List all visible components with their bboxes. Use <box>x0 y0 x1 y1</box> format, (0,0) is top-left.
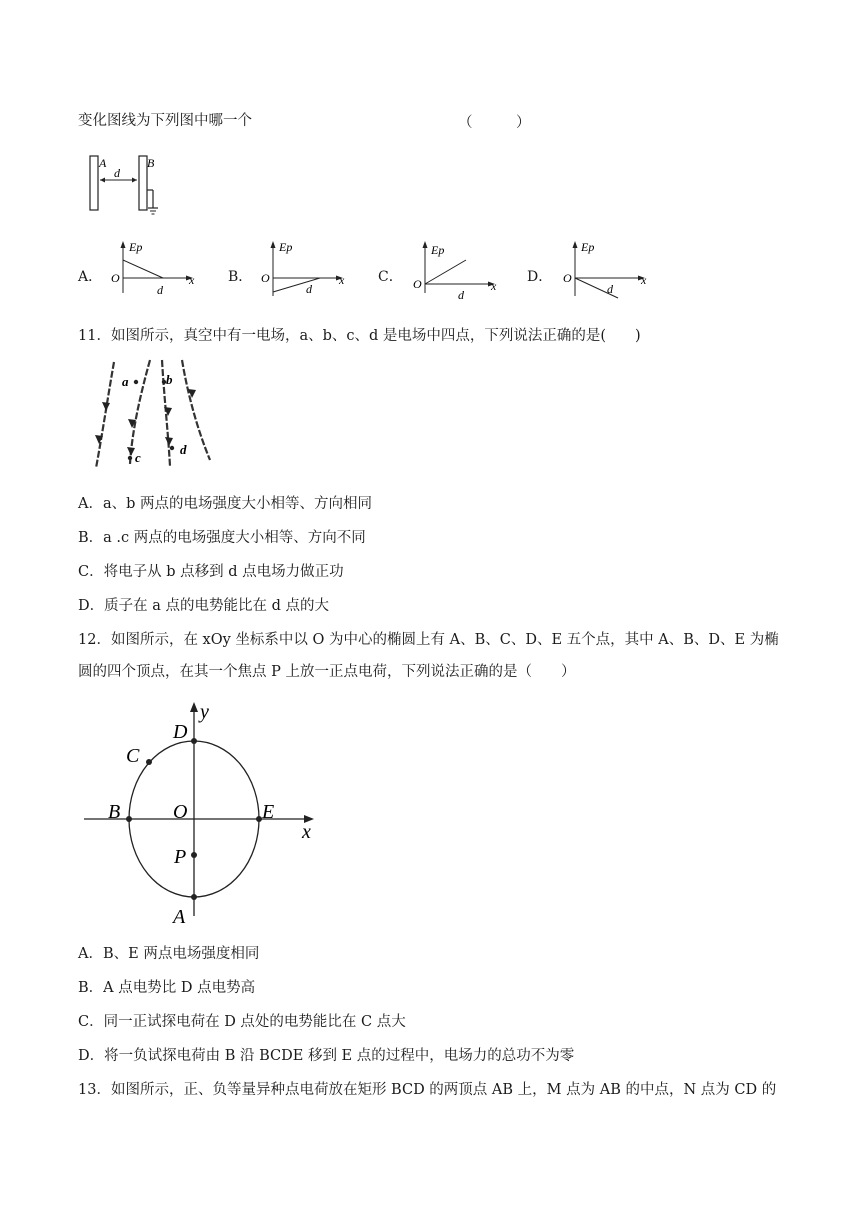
q10-option-c-graph <box>410 238 502 302</box>
svg-text:P: P <box>174 846 187 868</box>
q10-option-d-label: D． <box>527 269 553 285</box>
q10-plates-figure <box>84 150 174 220</box>
svg-text:c: c <box>135 450 141 465</box>
q12-option-d: D．将一负试探电荷由 B 沿 BCDE 移到 E 点的过程中，电场力的总功不为零 <box>78 1048 575 1064</box>
q12-option-a: A．B、E 两点电场强度相同 <box>78 946 260 962</box>
q11-option-c: C．将电子从 b 点移到 d 点电场力做正功 <box>78 564 344 580</box>
svg-text:O: O <box>413 277 422 291</box>
q10-option-b-label: B． <box>228 269 253 285</box>
svg-text:O: O <box>261 271 270 285</box>
svg-text:O: O <box>563 271 572 285</box>
svg-text:a: a <box>122 374 129 389</box>
q13-stem: 13．如图所示，正、负等量异种点电荷放在矩形 BCD 的两顶点 AB 上，M 点为 AB 的中点，N 点为 CD 的 <box>78 1082 777 1098</box>
svg-text:d: d <box>180 442 187 457</box>
distance-d-label: d <box>114 166 120 180</box>
plate-b-label: B <box>147 156 155 170</box>
q11-option-a: A．a、b 两点的电场强度大小相等、方向相同 <box>78 496 373 512</box>
svg-text:C: C <box>126 745 140 767</box>
svg-text:x: x <box>189 273 195 287</box>
svg-text:b: b <box>166 372 173 387</box>
q11-stem: 11．如图所示，真空中有一电场，a、b、c、d 是电场中四点，下列说法正确的是( ) <box>78 328 641 344</box>
svg-text:Ep: Ep <box>431 243 445 257</box>
q11-option-d: D．质子在 a 点的电势能比在 d 点的大 <box>78 598 329 614</box>
q10-answer-paren: （ ） <box>458 115 531 131</box>
q12-option-b: B．A 点电势比 D 点电势高 <box>78 980 256 996</box>
svg-text:O: O <box>111 271 120 285</box>
q11-field-lines-figure <box>82 356 222 476</box>
svg-text:x: x <box>641 273 647 287</box>
plate-a-label: A <box>99 156 107 170</box>
q11-option-b: B．a .c 两点的电场强度大小相等、方向不同 <box>78 530 366 546</box>
svg-text:O: O <box>173 801 188 823</box>
plate-b <box>139 156 147 210</box>
svg-text:d: d <box>306 282 312 296</box>
q10-option-c-label: C． <box>378 269 403 285</box>
svg-text:Ep: Ep <box>279 240 293 254</box>
q10-option-a-label: A． <box>78 269 103 285</box>
svg-text:E: E <box>262 801 275 823</box>
svg-text:Ep: Ep <box>129 240 143 254</box>
q10-option-d-graph <box>560 238 652 302</box>
q10-stem-tail: 变化图线为下列图中哪一个 <box>78 113 252 129</box>
q10-option-a-graph <box>108 238 200 302</box>
svg-text:x: x <box>491 279 497 293</box>
svg-text:Ep: Ep <box>581 240 595 254</box>
svg-text:y: y <box>200 701 209 723</box>
svg-text:A: A <box>173 906 186 928</box>
q10-option-b-graph <box>258 238 350 302</box>
focus-p-dot <box>191 852 197 858</box>
svg-text:d: d <box>157 283 163 297</box>
svg-text:d: d <box>607 282 613 296</box>
svg-text:D: D <box>173 721 188 743</box>
svg-text:B: B <box>108 801 121 823</box>
svg-text:d: d <box>458 288 464 302</box>
q12-stem-line1: 12．如图所示，在 xOy 坐标系中以 O 为中心的椭圆上有 A、B、C、D、E 五个点，其中 A、B、D、E 为椭 <box>78 632 779 648</box>
q12-ellipse-figure <box>80 698 330 928</box>
svg-text:x: x <box>339 273 345 287</box>
svg-text:x: x <box>302 821 311 843</box>
q12-stem-line2: 圆的四个顶点，在其一个焦点 P 上放一正点电荷，下列说法正确的是（ ） <box>78 664 576 680</box>
plate-a <box>90 156 98 210</box>
q12-option-c: C．同一正试探电荷在 D 点处的电势能比在 C 点大 <box>78 1014 406 1030</box>
